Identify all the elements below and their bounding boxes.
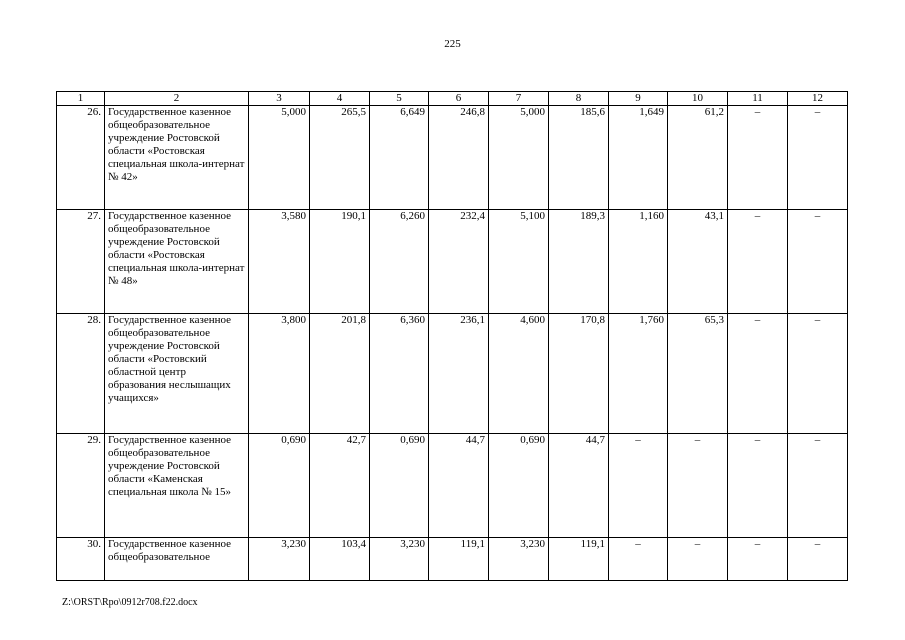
table-cell: – bbox=[668, 538, 728, 581]
table-cell: – bbox=[728, 210, 788, 314]
page-number: 225 bbox=[444, 38, 461, 50]
table-cell: 3,230 bbox=[249, 538, 310, 581]
column-header: 6 bbox=[429, 92, 489, 106]
table-cell: 3,230 bbox=[489, 538, 549, 581]
table-cell: – bbox=[788, 106, 848, 210]
table-cell: – bbox=[728, 106, 788, 210]
table-cell: – bbox=[668, 434, 728, 538]
column-header: 5 bbox=[370, 92, 429, 106]
table-cell: 0,690 bbox=[489, 434, 549, 538]
table-cell: 6,649 bbox=[370, 106, 429, 210]
table-cell: 3,580 bbox=[249, 210, 310, 314]
column-header: 3 bbox=[249, 92, 310, 106]
table-cell: 232,4 bbox=[429, 210, 489, 314]
table-cell: 61,2 bbox=[668, 106, 728, 210]
table-cell: 43,1 bbox=[668, 210, 728, 314]
data-table bbox=[56, 91, 848, 581]
table-cell: – bbox=[728, 314, 788, 434]
table-cell: – bbox=[609, 538, 668, 581]
row-number: 29. bbox=[57, 434, 105, 538]
column-header: 7 bbox=[489, 92, 549, 106]
table-cell: 44,7 bbox=[549, 434, 609, 538]
table-cell: 1,160 bbox=[609, 210, 668, 314]
row-number: 30. bbox=[57, 538, 105, 581]
table-row bbox=[57, 434, 848, 538]
table-cell: 0,690 bbox=[249, 434, 310, 538]
column-header: 2 bbox=[105, 92, 249, 106]
table-cell: 65,3 bbox=[668, 314, 728, 434]
table-cell: – bbox=[788, 434, 848, 538]
table-cell: 185,6 bbox=[549, 106, 609, 210]
table-cell: 3,230 bbox=[370, 538, 429, 581]
column-header: 9 bbox=[609, 92, 668, 106]
table-cell: 6,260 bbox=[370, 210, 429, 314]
table-cell: 1,760 bbox=[609, 314, 668, 434]
column-header: 12 bbox=[788, 92, 848, 106]
table-cell: 1,649 bbox=[609, 106, 668, 210]
row-number: 28. bbox=[57, 314, 105, 434]
row-number: 26. bbox=[57, 106, 105, 210]
table-cell: 236,1 bbox=[429, 314, 489, 434]
table-cell: 6,360 bbox=[370, 314, 429, 434]
table-row bbox=[57, 106, 848, 210]
table-row bbox=[57, 314, 848, 434]
table-cell: – bbox=[788, 538, 848, 581]
table-cell: 189,3 bbox=[549, 210, 609, 314]
column-header: 10 bbox=[668, 92, 728, 106]
institution-name: Государственное казенное общеобразовательное учреждение Ростовской области «Каменская специальная школа № 15» bbox=[105, 434, 249, 538]
file-path-footer: Z:\ORST\Rpo\0912r708.f22.docx bbox=[62, 597, 198, 608]
table-cell: 4,600 bbox=[489, 314, 549, 434]
table-cell: 170,8 bbox=[549, 314, 609, 434]
institution-name: Государственное казенное общеобразовательное учреждение Ростовской области «Ростовская специальная школа-интернат № 42» bbox=[105, 106, 249, 210]
table-cell: – bbox=[728, 434, 788, 538]
institution-name: Государственное казенное общеобразовательное bbox=[105, 538, 249, 581]
table-cell: 5,000 bbox=[489, 106, 549, 210]
table-cell: – bbox=[728, 538, 788, 581]
table-cell: – bbox=[609, 434, 668, 538]
column-header: 1 bbox=[57, 92, 105, 106]
table-cell: 119,1 bbox=[429, 538, 489, 581]
table-cell: 5,000 bbox=[249, 106, 310, 210]
table-cell: 5,100 bbox=[489, 210, 549, 314]
table-cell: 265,5 bbox=[310, 106, 370, 210]
table-cell: 42,7 bbox=[310, 434, 370, 538]
column-header: 4 bbox=[310, 92, 370, 106]
institution-name: Государственное казенное общеобразовательное учреждение Ростовской области «Ростовский областной центр образования неслышащих учащихся» bbox=[105, 314, 249, 434]
table-cell: 201,8 bbox=[310, 314, 370, 434]
table-cell: 119,1 bbox=[549, 538, 609, 581]
table-row bbox=[57, 210, 848, 314]
table-cell: – bbox=[788, 314, 848, 434]
table-cell: 103,4 bbox=[310, 538, 370, 581]
institution-name: Государственное казенное общеобразовательное учреждение Ростовской области «Ростовская специальная школа-интернат № 48» bbox=[105, 210, 249, 314]
column-header: 11 bbox=[728, 92, 788, 106]
table-cell: 0,690 bbox=[370, 434, 429, 538]
row-number: 27. bbox=[57, 210, 105, 314]
column-header: 8 bbox=[549, 92, 609, 106]
table-cell: – bbox=[788, 210, 848, 314]
table-cell: 44,7 bbox=[429, 434, 489, 538]
table-cell: 246,8 bbox=[429, 106, 489, 210]
table-row bbox=[57, 538, 848, 581]
table-cell: 3,800 bbox=[249, 314, 310, 434]
table-cell: 190,1 bbox=[310, 210, 370, 314]
header-row bbox=[57, 92, 848, 106]
